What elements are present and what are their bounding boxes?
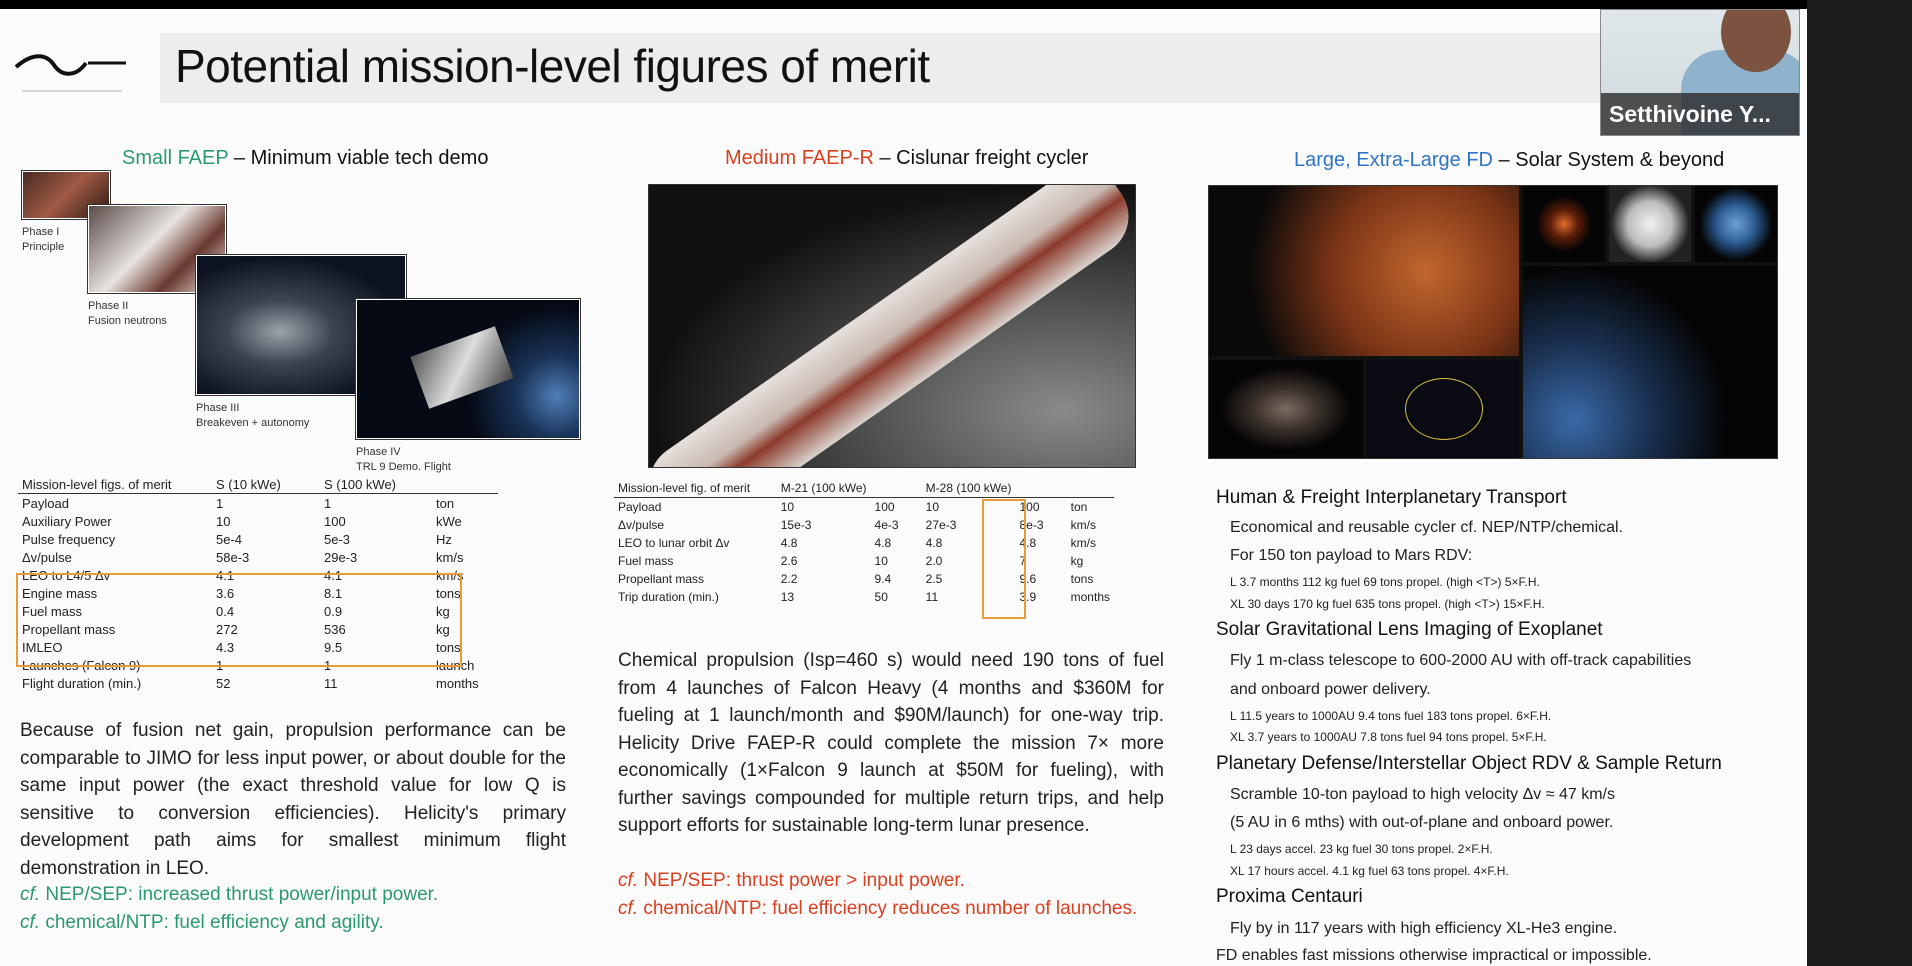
table-cell: 10 bbox=[216, 513, 231, 529]
table-cell: 27e-3 bbox=[925, 518, 957, 532]
top-bar bbox=[0, 0, 1912, 9]
phase-3-caption bbox=[196, 401, 309, 431]
table-cell: 100 bbox=[874, 500, 895, 514]
table-cell: 10 bbox=[874, 554, 888, 568]
table-cell: Engine mass bbox=[22, 585, 98, 601]
table-cell: 5e-3 bbox=[324, 531, 351, 547]
section-defense-row-l: L 23 days accel. 23 kg fuel 30 tons propel. 2×F.H. bbox=[1230, 842, 1493, 856]
table-cell: Flight duration (min.) bbox=[22, 675, 142, 691]
table-cell: tons bbox=[436, 639, 461, 655]
small-note-1 bbox=[20, 881, 438, 908]
table-cell: km/s bbox=[436, 567, 464, 583]
table-cell: 1 bbox=[216, 657, 224, 673]
helicity-logo-icon bbox=[12, 39, 130, 101]
large-mission-collage bbox=[1208, 185, 1778, 459]
spacecraft-planet-image bbox=[1523, 266, 1777, 458]
section-transport-row-xl: XL 30 days 170 kg fuel 635 tons propel. (high <T>) 15×F.H. bbox=[1230, 597, 1545, 611]
star-image bbox=[1523, 186, 1605, 262]
table-cell: 50 bbox=[874, 590, 888, 604]
table-cell: Payload bbox=[22, 495, 69, 511]
table-cell: 1 bbox=[216, 495, 224, 511]
table-cell: kWe bbox=[436, 513, 462, 529]
table-cell: 4.3 bbox=[216, 639, 235, 655]
table-cell: Fuel mass bbox=[618, 554, 674, 568]
table-header: M-28 (100 kWe) bbox=[922, 479, 1016, 498]
table-cell: 3.6 bbox=[216, 585, 235, 601]
table-cell: 8.1 bbox=[324, 585, 343, 601]
footer-statement: FD enables fast missions otherwise impractical or impossible. bbox=[1216, 947, 1652, 964]
small-note-2 bbox=[20, 909, 384, 936]
table-cell: 4e-3 bbox=[874, 518, 899, 532]
table-header-row bbox=[18, 475, 498, 494]
presentation-slide bbox=[0, 9, 1807, 966]
table-header: Mission-level fig. of merit bbox=[614, 479, 777, 498]
phase-4-sublabel: TRL 9 Demo. Flight bbox=[356, 461, 451, 473]
table-cell: km/s bbox=[1070, 536, 1096, 550]
table-row bbox=[18, 548, 498, 566]
table-cell: 9.6 bbox=[1019, 572, 1037, 586]
moon-image bbox=[1609, 186, 1691, 262]
table-cell: 536 bbox=[324, 621, 346, 637]
table-cell: km/s bbox=[1070, 518, 1096, 532]
table-cell: 2.2 bbox=[780, 572, 798, 586]
section-transport-row-l: L 3.7 months 112 kg fuel 69 tons propel. (high <T>) 5×F.H. bbox=[1230, 575, 1540, 589]
table-cell: Pulse frequency bbox=[22, 531, 116, 547]
phase-2-label: Phase II bbox=[88, 300, 129, 312]
medium-spacecraft-image bbox=[648, 184, 1136, 468]
section-transport-title: Human & Freight Interplanetary Transport bbox=[1216, 487, 1567, 508]
table-row bbox=[614, 588, 1114, 606]
phase-4-caption bbox=[356, 445, 451, 475]
table-row bbox=[614, 516, 1114, 534]
small-paragraph: Because of fusion net gain, propulsion performance can be comparable to JIMO for less input power, or about double for the same input power (the exact threshold value for low Q is sensitive to conversion efficiencies). Helicity's primary development path aims for smallest minimum flight demonstration in LEO. bbox=[20, 720, 566, 879]
table-header: Mission-level figs. of merit bbox=[18, 475, 212, 494]
section-lens-row-l: L 11.5 years to 1000AU 9.4 tons fuel 183 tons propel. 6×F.H. bbox=[1230, 709, 1552, 723]
table-cell: 4.8 bbox=[925, 536, 943, 550]
phase-1-sublabel: Principle bbox=[22, 241, 65, 253]
table-cell: 1 bbox=[324, 495, 332, 511]
table-header bbox=[1015, 479, 1066, 498]
table-cell: 2.5 bbox=[925, 572, 943, 586]
column-head-large-colored: Large, Extra-Large FD bbox=[1294, 149, 1493, 171]
section-lens-title: Solar Gravitational Lens Imaging of Exoplanet bbox=[1216, 619, 1603, 640]
table-cell: 4.1 bbox=[324, 567, 343, 583]
table-cell: 9.4 bbox=[874, 572, 892, 586]
table-cell: Trip duration (min.) bbox=[618, 590, 719, 604]
phase-3-sublabel: Breakeven + autonomy bbox=[196, 417, 310, 429]
medium-note-1 bbox=[618, 867, 965, 894]
note-text: chemical/NTP: fuel efficiency reduces number of launches. bbox=[638, 898, 1138, 919]
table-cell: 0.4 bbox=[216, 603, 235, 619]
table-cell: 7 bbox=[1019, 554, 1027, 568]
table-row bbox=[18, 674, 498, 692]
table-cell: 9.5 bbox=[324, 639, 343, 655]
participant-name: Setthivoine Y... bbox=[1601, 93, 1799, 135]
table-cell: LEO to lunar orbit Δv bbox=[618, 536, 730, 550]
table-cell: Payload bbox=[618, 500, 662, 514]
table-cell: 13 bbox=[780, 590, 795, 604]
table-cell: 5e-4 bbox=[216, 531, 243, 547]
table-cell: 15e-3 bbox=[780, 518, 812, 532]
table-cell: 4.8 bbox=[874, 536, 892, 550]
table-cell: Launches (Falcon 9) bbox=[22, 657, 141, 673]
column-head-medium-rest: – Cislunar freight cycler bbox=[879, 147, 1089, 169]
table-cell: 2.0 bbox=[925, 554, 943, 568]
table-cell: 29e-3 bbox=[324, 549, 358, 565]
phase-4-spacecraft bbox=[410, 326, 513, 408]
orbit-diagram-image bbox=[1367, 360, 1519, 458]
medium-fom-table bbox=[614, 479, 1114, 606]
table-cell: Δv/pulse bbox=[618, 518, 665, 532]
cf-label: cf. bbox=[618, 870, 639, 891]
note-text: chemical/NTP: fuel efficiency and agility. bbox=[40, 912, 384, 933]
column-head-large bbox=[1294, 149, 1724, 172]
table-cell: 8e-3 bbox=[1019, 518, 1044, 532]
table-cell: Fuel mass bbox=[22, 603, 82, 619]
column-head-medium bbox=[725, 147, 1088, 170]
table-cell: 3.9 bbox=[1019, 590, 1037, 604]
table-cell: Propellant mass bbox=[22, 621, 116, 637]
table-cell: Hz bbox=[436, 531, 452, 547]
table-cell: kg bbox=[436, 603, 450, 619]
phase-3-label: Phase III bbox=[196, 402, 240, 414]
section-proxima-line-1: Fly by in 117 years with high efficiency XL-He3 engine. bbox=[1230, 920, 1618, 937]
section-lens-line-1: Fly 1 m-class telescope to 600-2000 AU with off-track capabilities bbox=[1230, 652, 1692, 669]
table-row bbox=[614, 552, 1114, 570]
table-row bbox=[614, 498, 1114, 517]
phase-4-label: Phase IV bbox=[356, 446, 401, 458]
table-row bbox=[18, 530, 498, 548]
table-cell: kg bbox=[1070, 554, 1084, 568]
table-cell: Propellant mass bbox=[618, 572, 705, 586]
table-cell: 0.9 bbox=[324, 603, 343, 619]
phase-2-caption bbox=[88, 299, 167, 329]
table-cell: 4.8 bbox=[1019, 536, 1037, 550]
table-cell: 10 bbox=[780, 500, 795, 514]
table-row bbox=[614, 570, 1114, 588]
right-panel bbox=[1807, 0, 1912, 966]
column-head-small-rest: – Minimum viable tech demo bbox=[233, 147, 489, 169]
table-header bbox=[871, 479, 922, 498]
section-defense-row-xl: XL 17 hours accel. 4.1 kg fuel 63 tons propel. 4×F.H. bbox=[1230, 864, 1509, 878]
small-table-highlight-box bbox=[16, 573, 462, 667]
table-cell: 4.1 bbox=[216, 567, 235, 583]
table-cell: Δv/pulse bbox=[22, 549, 72, 565]
table-cell: IMLEO bbox=[22, 639, 63, 655]
table-header bbox=[432, 475, 498, 494]
section-proxima-title: Proxima Centauri bbox=[1216, 886, 1363, 907]
table-row bbox=[614, 534, 1114, 552]
column-head-small bbox=[122, 147, 488, 170]
earth-image bbox=[1695, 186, 1777, 262]
table-cell: 4.8 bbox=[780, 536, 798, 550]
table-cell: launch bbox=[436, 657, 475, 673]
table-cell: 58e-3 bbox=[216, 549, 250, 565]
cf-label: cf. bbox=[618, 898, 639, 919]
asteroid-image bbox=[1209, 360, 1363, 458]
table-cell: LEO to L4/5 Δv bbox=[22, 567, 111, 583]
table-cell: 52 bbox=[216, 675, 231, 691]
slide-title: Potential mission-level figures of merit bbox=[175, 40, 930, 92]
section-defense-title: Planetary Defense/Interstellar Object RDV & Sample Return bbox=[1216, 753, 1722, 774]
table-cell: 1 bbox=[324, 657, 332, 673]
table-cell: tons bbox=[436, 585, 461, 601]
cf-label: cf. bbox=[20, 884, 41, 905]
phase-4-image bbox=[356, 299, 580, 439]
table-cell: km/s bbox=[436, 549, 464, 565]
section-lens-row-xl: XL 3.7 years to 1000AU 7.8 tons fuel 94 tons propel. 5×F.H. bbox=[1230, 730, 1547, 744]
table-cell: Auxiliary Power bbox=[22, 513, 112, 529]
table-row bbox=[18, 494, 498, 513]
column-head-large-rest: – Solar System & beyond bbox=[1498, 149, 1725, 171]
table-cell: 2.6 bbox=[780, 554, 798, 568]
spacecraft-body bbox=[648, 184, 1136, 468]
phase-1-caption bbox=[22, 225, 64, 255]
section-defense-line-1: Scramble 10-ton payload to high velocity Δv ≈ 47 km/s bbox=[1230, 786, 1615, 803]
section-transport-line-1: Economical and reusable cycler cf. NEP/NTP/chemical. bbox=[1230, 519, 1624, 536]
table-cell: 100 bbox=[324, 513, 346, 529]
table-cell: 100 bbox=[1019, 500, 1040, 514]
phase-1-label: Phase I bbox=[22, 226, 60, 238]
table-cell: months bbox=[436, 675, 479, 691]
medium-note-2 bbox=[618, 895, 1137, 922]
table-header bbox=[1067, 479, 1114, 498]
table-cell: 272 bbox=[216, 621, 238, 637]
table-cell: ton bbox=[1070, 500, 1088, 514]
table-cell: tons bbox=[1070, 572, 1094, 586]
note-text: NEP/SEP: thrust power > input power. bbox=[638, 870, 965, 891]
table-cell: kg bbox=[436, 621, 450, 637]
phase-2-sublabel: Fusion neutrons bbox=[88, 315, 167, 327]
note-text: NEP/SEP: increased thrust power/input power. bbox=[40, 884, 439, 905]
section-defense-line-2: (5 AU in 6 mths) with out-of-plane and onboard power. bbox=[1230, 814, 1614, 831]
table-row bbox=[18, 512, 498, 530]
table-header-row bbox=[614, 479, 1114, 498]
medium-paragraph: Chemical propulsion (Isp=460 s) would need 190 tons of fuel from 4 launches of Falcon Heavy (4 months and $360M for fueling at 1 launch/month and $90M/launch) for one-way trip. Helicity Drive FAEP-R could complete the mission 7× more economically (1×Falcon 9 launch at $50M for fueling), with further savings compounded for multiple return trips, and help support efforts for sustainable long-term lunar presence. bbox=[618, 650, 1164, 836]
section-lens-line-2: and onboard power delivery. bbox=[1230, 681, 1431, 698]
table-cell: 10 bbox=[925, 500, 940, 514]
orbit-ring bbox=[1405, 378, 1483, 440]
cf-label: cf. bbox=[20, 912, 41, 933]
column-head-small-colored: Small FAEP bbox=[122, 147, 229, 169]
table-header: S (10 kWe) bbox=[212, 475, 320, 494]
column-head-medium-colored: Medium FAEP-R bbox=[725, 147, 874, 169]
section-transport-line-2: For 150 ton payload to Mars RDV: bbox=[1230, 547, 1473, 564]
table-cell: 11 bbox=[925, 590, 939, 604]
table-header: S (100 kWe) bbox=[320, 475, 432, 494]
participant-video-tile[interactable] bbox=[1600, 9, 1800, 136]
mars-image bbox=[1209, 186, 1519, 356]
table-header: M-21 (100 kWe) bbox=[777, 479, 871, 498]
table-cell: 11 bbox=[324, 675, 338, 691]
table-cell: months bbox=[1070, 590, 1110, 604]
table-cell: ton bbox=[436, 495, 455, 511]
medium-table-highlight-box bbox=[982, 499, 1026, 619]
